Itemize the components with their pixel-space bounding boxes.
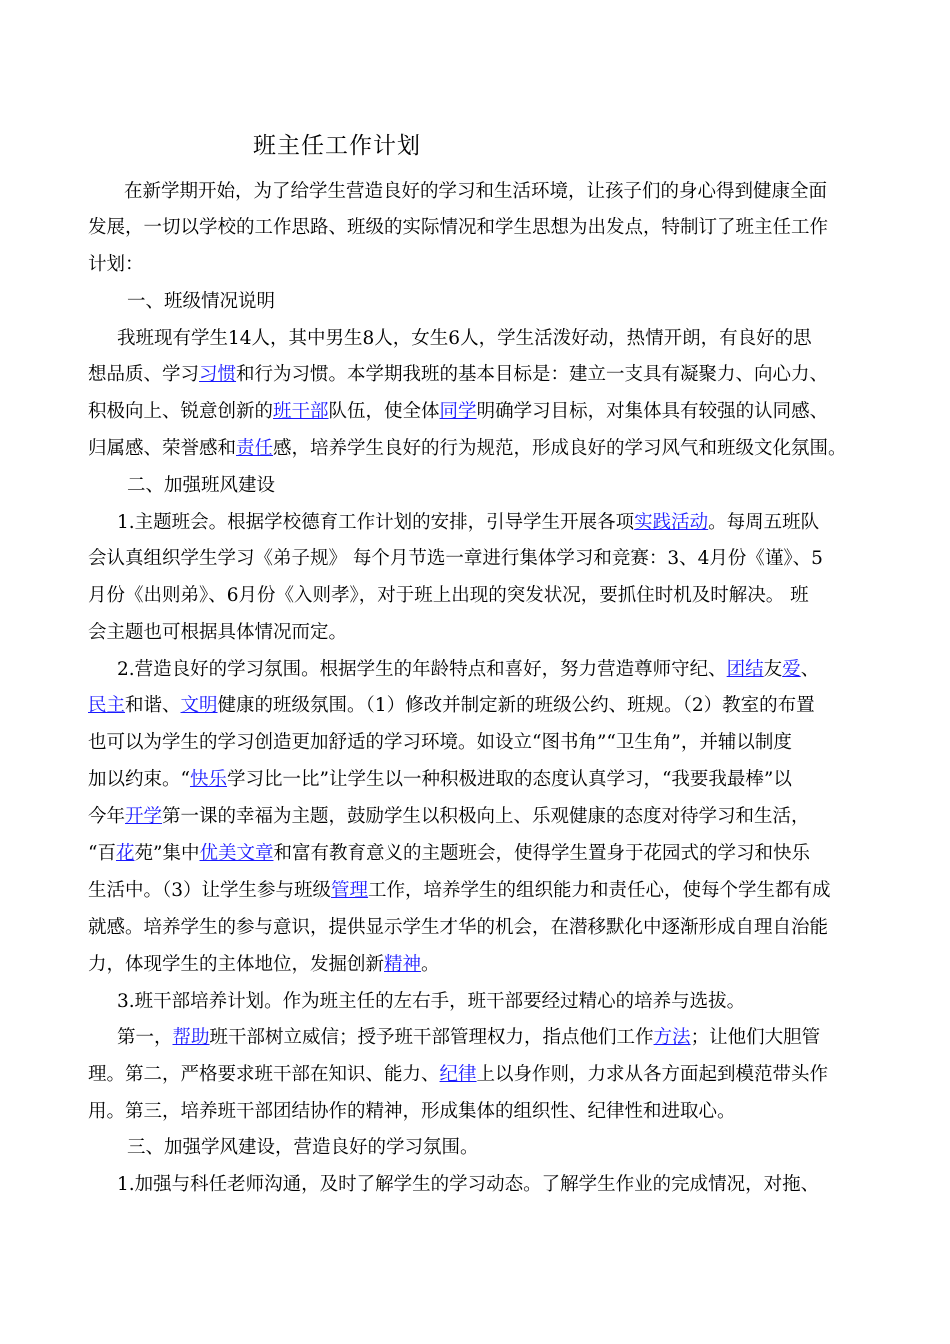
line-text: 学习比一比”让学生以一种积极进取的态度认真学习，“我要我最棒”以 bbox=[226, 769, 792, 790]
paragraph-line bbox=[117, 990, 897, 1014]
paragraph-line bbox=[88, 805, 868, 829]
paragraph-line bbox=[117, 1026, 897, 1050]
line-text: 想品质、学习 bbox=[88, 364, 200, 385]
line-text: 队伍，使全体 bbox=[328, 401, 440, 422]
line-text: 感，培养学生良好的行为规范，形成良好的学习风气和班级文化氛围。 bbox=[273, 438, 847, 459]
line-text: 友 bbox=[763, 659, 783, 680]
paragraph-line bbox=[88, 1063, 868, 1087]
paragraph-line bbox=[88, 437, 868, 461]
keyword-link[interactable]: 责任 bbox=[236, 438, 274, 459]
line-text: 今年 bbox=[88, 806, 126, 827]
keyword-link[interactable]: 优美文章 bbox=[199, 843, 274, 864]
paragraph-line bbox=[88, 584, 868, 608]
keyword-link[interactable]: 方法 bbox=[653, 1027, 691, 1048]
keyword-link[interactable]: 纪律 bbox=[439, 1064, 477, 1085]
keyword-link[interactable]: 文明 bbox=[180, 695, 218, 716]
line-text: 2.营造良好的学习氛围。根据学生的年龄特点和喜好，努力营造尊师守纪、 bbox=[117, 659, 727, 680]
line-text: 生活中。（3）让学生参与班级 bbox=[88, 880, 332, 901]
paragraph-line bbox=[88, 694, 868, 718]
paragraph-line bbox=[88, 400, 868, 424]
line-text: 一、班级情况说明 bbox=[127, 291, 276, 312]
line-text: 和谐、 bbox=[125, 695, 181, 716]
keyword-link[interactable]: 习惯 bbox=[199, 364, 237, 385]
line-text: 就感。培养学生的参与意识，提供显示学生才华的机会，在潜移默化中逐渐形成自理自治能 bbox=[88, 917, 829, 938]
paragraph-line bbox=[88, 768, 868, 792]
line-text: 三、加强学风建设，营造良好的学习氛围。 bbox=[127, 1137, 479, 1158]
line-text: 第一， bbox=[117, 1027, 173, 1048]
line-text: 班干部树立威信；授予班干部管理权力，指点他们工作 bbox=[209, 1027, 654, 1048]
keyword-link[interactable]: 花 bbox=[115, 843, 135, 864]
line-text: 二、加强班风建设 bbox=[127, 475, 276, 496]
paragraph-line bbox=[88, 842, 868, 866]
line-text: 归属感、荣誉感和 bbox=[88, 438, 237, 459]
paragraph-line bbox=[88, 879, 868, 903]
paragraph-line bbox=[88, 916, 868, 940]
line-text: 我班现有学生14人，其中男生8人，女生6人，学生活泼好动，热情开朗，有良好的思 bbox=[117, 328, 812, 349]
line-text: 、 bbox=[800, 659, 820, 680]
keyword-link[interactable]: 管理 bbox=[331, 880, 369, 901]
document-title: 班主任工作计划 bbox=[253, 133, 421, 159]
line-text: 1.加强与科任老师沟通，及时了解学生的学习动态。了解学生作业的完成情况，对拖、 bbox=[117, 1174, 820, 1195]
paragraph-line bbox=[117, 511, 897, 535]
paragraph-line bbox=[88, 253, 868, 277]
line-text: 健康的班级氛围。（1）修改并制定新的班级公约、班规。（2）教室的布置 bbox=[217, 695, 815, 716]
line-text: 理。第二，严格要求班干部在知识、能力、 bbox=[88, 1064, 440, 1085]
paragraph-line bbox=[88, 363, 868, 387]
paragraph-line bbox=[88, 731, 868, 755]
paragraph-line bbox=[117, 1173, 897, 1197]
keyword-link[interactable]: 实践活动 bbox=[634, 512, 709, 533]
line-text: 和行为习惯。本学期我班的基本目标是：建立一支具有凝聚力、向心力、 bbox=[236, 364, 829, 385]
line-text: “百 bbox=[88, 843, 116, 864]
line-text: 会主题也可根据具体情况而定。 bbox=[88, 622, 348, 643]
paragraph-line bbox=[124, 180, 904, 204]
keyword-link[interactable]: 帮助 bbox=[172, 1027, 210, 1048]
paragraph-line bbox=[88, 953, 868, 977]
line-text: 在新学期开始，为了给学生营造良好的学习和生活环境，让孩子们的身心得到健康全面 bbox=[124, 181, 828, 202]
line-text: 用。第三，培养班干部团结协作的精神，形成集体的组织性、纪律性和进取心。 bbox=[88, 1101, 736, 1122]
keyword-link[interactable]: 同学 bbox=[439, 401, 477, 422]
keyword-link[interactable]: 团结 bbox=[726, 659, 764, 680]
line-text: 。 bbox=[421, 954, 440, 975]
paragraph-line bbox=[88, 621, 868, 645]
line-text: 工作，培养学生的组织能力和责任心，使每个学生都有成 bbox=[368, 880, 831, 901]
paragraph-line bbox=[127, 290, 907, 314]
line-text: 明确学习目标，对集体具有较强的认同感、 bbox=[476, 401, 829, 422]
keyword-link[interactable]: 民主 bbox=[88, 695, 126, 716]
line-text: 发展，一切以学校的工作思路、班级的实际情况和学生思想为出发点，特制订了班主任工作 bbox=[88, 217, 829, 238]
line-text: 苑”集中 bbox=[134, 843, 200, 864]
line-text: 1.主题班会。根据学校德育工作计划的安排，引导学生开展各项 bbox=[117, 512, 635, 533]
keyword-link[interactable]: 爱 bbox=[782, 659, 801, 680]
paragraph-line bbox=[117, 327, 897, 351]
paragraph-line bbox=[88, 216, 868, 240]
line-text: 和富有教育意义的主题班会，使得学生置身于花园式的学习和快乐 bbox=[273, 843, 810, 864]
line-text: 会认真组织学生学习《弟子规》 每个月节选一章进行集体学习和竞赛：3、4月份《谨》、5 bbox=[88, 548, 823, 569]
line-text: 力，体现学生的主体地位，发掘创新 bbox=[88, 954, 385, 975]
line-text: 也可以为学生的学习创造更加舒适的学习环境。如设立“图书角”“卫生角”，并辅以制度 bbox=[88, 732, 792, 753]
paragraph-line bbox=[127, 474, 907, 498]
paragraph-line bbox=[117, 658, 897, 682]
line-text: 第一课的幸福为主题，鼓励学生以积极向上、乐观健康的态度对待学习和生活， bbox=[162, 806, 810, 827]
line-text: 。每周五班队 bbox=[708, 512, 820, 533]
keyword-link[interactable]: 精神 bbox=[384, 954, 422, 975]
line-text: 加以约束。“ bbox=[88, 769, 190, 790]
line-text: 月份《出则弟》、6月份《入则孝》，对于班上出现的突发状况，要抓住时机及时解决。 班 bbox=[88, 585, 809, 606]
keyword-link[interactable]: 开学 bbox=[125, 806, 163, 827]
line-text: 3.班干部培养计划。作为班主任的左右手，班干部要经过精心的培养与选拔。 bbox=[117, 991, 746, 1012]
paragraph-line bbox=[88, 547, 868, 571]
keyword-link[interactable]: 班干部 bbox=[273, 401, 329, 422]
line-text: 积极向上、锐意创新的 bbox=[88, 401, 274, 422]
keyword-link[interactable]: 快乐 bbox=[189, 769, 227, 790]
paragraph-line bbox=[127, 1136, 907, 1160]
line-text: ；让他们大胆管 bbox=[690, 1027, 821, 1048]
paragraph-line bbox=[88, 1100, 868, 1124]
line-text: 计划： bbox=[88, 254, 144, 275]
line-text: 上以身作则，力求从各方面起到模范带头作 bbox=[476, 1064, 829, 1085]
